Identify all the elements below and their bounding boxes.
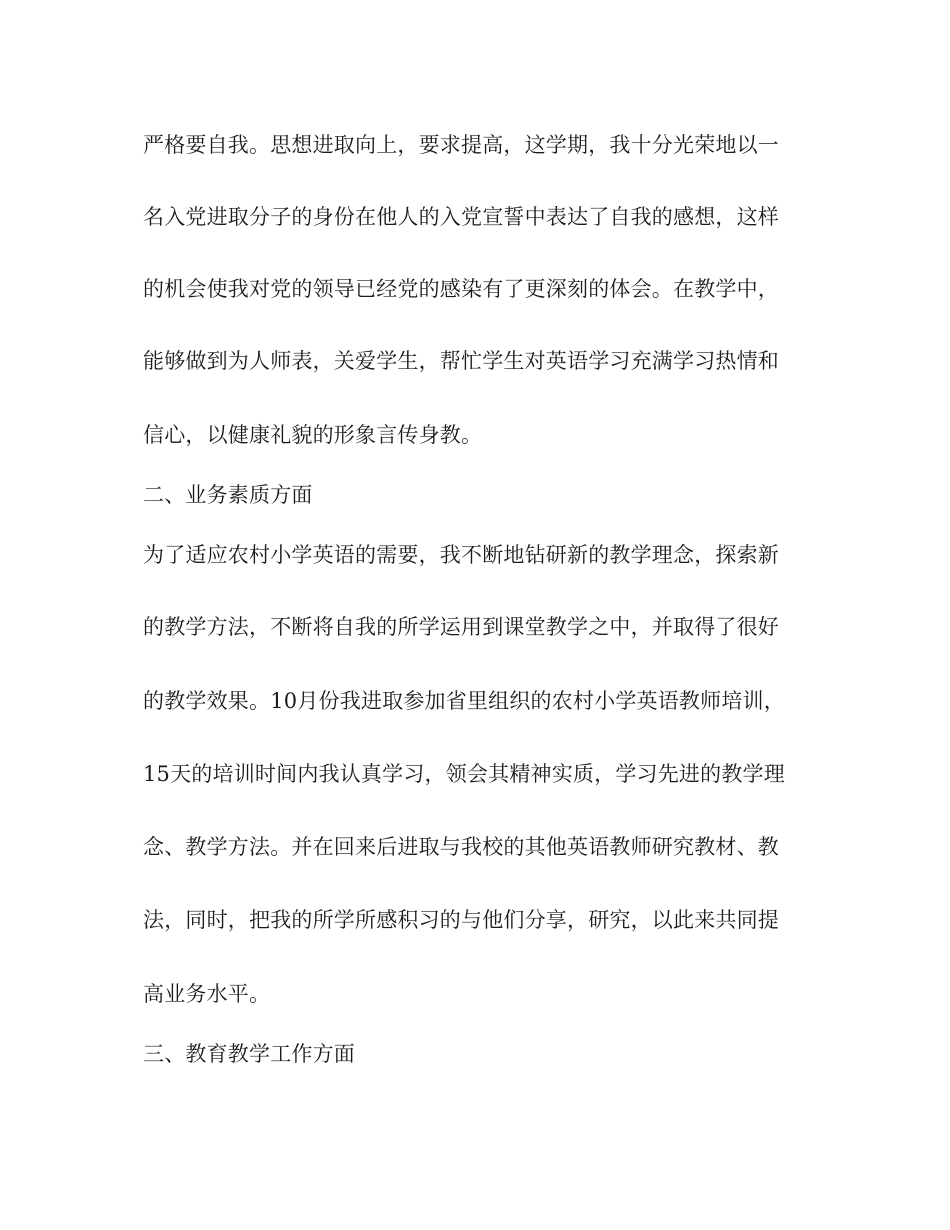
- body-text-line: 的机会使我对党的领导已经党的感染有了更深刻的体会。在教学中，: [143, 277, 779, 301]
- body-text-line: 念、教学方法。并在回来后进取与我校的其他英语教师研究教材、教: [143, 835, 779, 859]
- body-text-line: 名入党进取分子的身份在他人的入党宣誓中表达了自我的感想，这样: [143, 205, 779, 229]
- body-text-line: 信心，以健康礼貌的形象言传身教。: [143, 423, 483, 447]
- body-text-line: 的教学效果。10月份我进取参加省里组织的农村小学英语教师培训，: [143, 689, 785, 713]
- body-text-line: 的教学方法，不断将自我的所学运用到课堂教学之中，并取得了很好: [143, 615, 779, 639]
- body-text-line: 为了适应农村小学英语的需要，我不断地钻研新的教学理念，探索新: [143, 543, 779, 567]
- body-text-line: 严格要自我。思想进取向上，要求提高，这学期，我十分光荣地以一: [143, 133, 779, 157]
- section-heading: 二、业务素质方面: [143, 483, 313, 507]
- body-text-line: 能够做到为人师表，关爱学生，帮忙学生对英语学习充满学习热情和: [143, 349, 779, 373]
- body-text-line: 15天的培训时间内我认真学习，领会其精神实质，学习先进的教学理: [143, 762, 785, 786]
- body-text-line: 高业务水平。: [143, 982, 271, 1006]
- body-text-line: 法，同时，把我的所学所感积习的与他们分享，研究，以此来共同提: [143, 908, 779, 932]
- section-heading: 三、教育教学工作方面: [143, 1042, 355, 1066]
